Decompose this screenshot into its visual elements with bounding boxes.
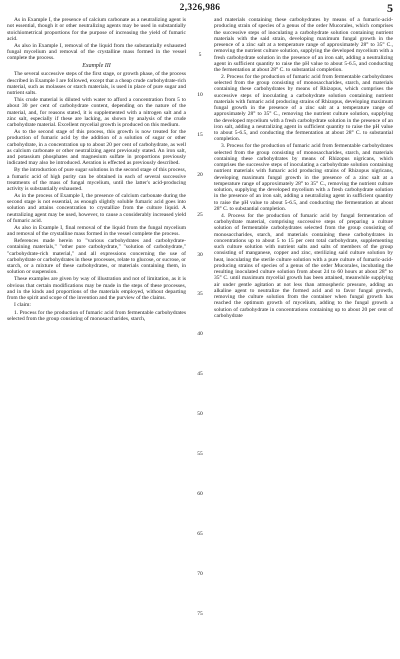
line-number: 40 [197, 331, 203, 338]
paragraph: The several successive steps of the first stage, or growth phase, of the process described in Example I are followed, except that a cheap crude carbohydrate-rich material, such as molasses or starch materials, is used in place of pure sugar and nutrient salts. [7, 71, 186, 97]
line-number: 50 [197, 411, 203, 418]
paragraph: References made herein to "various carbohydrates and carbohydrate-containing materials," "other pure carbohydrate," "solution of carbohydrate," "carbohydrate-rich material," and all expressions concerning the use of carbohydrate or carbohydrates in these processes, relate to glucose, or sucrose, or starch, or a mixture of these carbohydrates, or materials containing them, in solution or suspension. [7, 238, 186, 276]
paragraph: As in Example I, the presence of calcium carbonate as a neutralizing agent is not essential, though it or other neutralizing agents may be used in substantially stoichiometrical proportions for the purpose of increasing the yield of fumaric acid. [7, 17, 186, 42]
page-number: 5 [387, 1, 393, 15]
line-number: 5 [198, 52, 202, 58]
claims-heading: I claim: [14, 302, 31, 309]
line-number: 75 [197, 610, 203, 617]
line-number: 10 [197, 91, 203, 98]
paragraph: As to the second stage of this process, this growth is now treated for the production of fumaric acid by the addition of a solution of sugar or other carbohydrate, in a concentration up to about 20 per cent of carbohydrate, as well as calcium carbonate or other neutralizing agent previously stated. An iron salt, and potassium phosphates and magnesium sulfate in proportions previously indicated may also be introduced. Aeration is effected as previously described. [7, 129, 186, 167]
line-number: 25 [197, 211, 203, 218]
paragraph: This crude material is diluted with water to afford a concentration from 5 to about 30 per cent of carbohydrate content, depending on the nature of the material, and, for reasons stated, it is supplemented with a nitrogen salt and a zinc salt, especially if these are lacking, as shown by analysis of the crude carbohydrate material. Excellent mycelial growth is produced on this medium. [7, 97, 186, 129]
paragraph: 3. Process for the production of fumaric acid from fermentable carbohydrates selected from the group consisting of monosaccharides, starch, and materials containing these carbohydrates by means of Rhizopus nigricans, which comprises the successive steps of inoculating a carbohydrate solution containing nutrient materials with fumaric acid producing strains of Rhizopus nigricans, developing maximum fungal growth in the presence of a zinc salt at a temperature range of approximately 28° to 35° C., removing the nutrient culture solution, supplying the developed mycelium with a fresh carbohydrate solution in the presence of an iron salt, adding a neutralizing agent in sufficient quantity to raise the pH value to about 5-6.5, and conducting the fermentation at about 28° C. to substantial completion. [214, 143, 393, 212]
line-number: 45 [197, 371, 203, 378]
line-number: 15 [197, 131, 203, 138]
line-number: 30 [197, 251, 203, 258]
paragraph: 4. Process for the production of fumaric acid by fungal fermentation of carbohydrate material, comprising successive steps of preparing a culture solution of fermentable carbohydrates selected from the group consisting of monosaccharides, starch, and materials containing these carbohydrates in concentrations up to about 5 to 15 per cent total carbohydrate, supplementing such culture solution with nutrient salts and salts of members of the group consisting of manganese, copper and zinc, sterilizing said culture solution by heat, inoculating the sterile culture solution with a pure culture of fumaric-acid-producing strains of species of a genus of the order Mucorales, incubating the resulting inoculated culture solution from about 24 to 60 hours at about 28° to 35° C. until maximum mycelial growth has been attained, meanwhile supplying air under gentle agitation at not less than atmospheric pressure, adding an alkaline agent to neutralize the formed acid and to favor fungal growth, removing the culture solution from the container when fungal growth has reached the optimum growth of mycelium, adding to the fungal growth a solution of carbohydrate in concentrations containing up to about 20 per cent of carbohydrate [214, 212, 393, 319]
line-number: 60 [197, 490, 203, 497]
paragraph: As in the process of Example I, the presence of calcium carbonate during the second stage is not essential, as enough slightly soluble fumaric acid goes into solution and attains concentration to crystallize from the culture liquid. A neutralizing agent may be used, however, to cause a considerably increased yield of fumaric acid. [7, 192, 186, 224]
patent-number: 2,326,986 [179, 3, 221, 13]
line-number: 65 [197, 530, 203, 537]
paragraph: As also in Example I, removal of the liquid from the substantially exhausted fungal mycelium and removal of the crystalline mass formed in the vessel complete the process. [7, 42, 186, 62]
left-column [7, 17, 186, 323]
paragraph: As also in Example I, final removal of the liquid from the fungal mycelium and removal of the crystalline mass formed in the vessel complete the process. [7, 224, 186, 238]
section-heading: Example III [82, 62, 111, 69]
paragraph: and materials containing these carbohydrates by means of a fumaric-acid-producing strain of species of a genus of the order Mucorales, which comprises the successive steps of inoculating a carbohydrate solution containing nutrient materials with the said strain, developing maximum fungal growth in the presence of a zinc salt at a temperature range of approximately 28° to 35° C., removing the nutrient culture solution, supplying the developed mycelium with a fresh carbohydrate solution in the presence of an iron salt, adding a neutralizing agent in sufficient quantity to raise the pH value to about 5-6.5, and conducting the fermentation at about 28° C. to substantial completion. [214, 17, 393, 73]
right-column [214, 17, 393, 320]
line-number: 70 [197, 570, 203, 577]
paragraph: These examples are given by way of illustration and not of limitation, as it is obvious that certain modifications may be made in the steps of these processes, and in the kinds and proportions of the materials employed, without departing from the spirit and scope of the invention and the purview of the claims. [7, 276, 186, 301]
paragraph: By the introduction of pure sugar solutions in the second stage of this process, a fumaric acid of high purity can be obtained in each of several successive treatments of the mass of fungal mycelium, until the latter's acid-producing activity is substantially exhausted. [7, 167, 186, 192]
line-number: 20 [197, 171, 203, 178]
line-number: 55 [197, 451, 203, 457]
line-number-gutter [190, 0, 210, 659]
paragraph: 2. Process for the production of fumaric acid from fermentable carbohydrates selected from the group consisting of monosaccharides, starch, and materials containing these carbohydrates by means of Rhizopus, which comprises the successive steps of inoculating a carbohydrate solution containing nutrient materials with fumaric acid producing strains of Rhizopus, developing maximum fungal growth in the presence of a zinc salt at a temperature range of approximately 28° to 35° C., removing the nutrient culture solution, supplying the developed mycelium with a fresh carbohydrate solution in the presence of an iron salt, adding a neutralizing agent in sufficient quantity to raise the pH value to about 5-6.5, and conducting the fermentation at about 28° C. to substantial completion. [214, 73, 393, 143]
line-number: 35 [197, 291, 203, 298]
paragraph: 1. Process for the production of fumaric acid from fermentable carbohydrates selected from the group consisting of monosaccharides, starch, [7, 309, 186, 322]
